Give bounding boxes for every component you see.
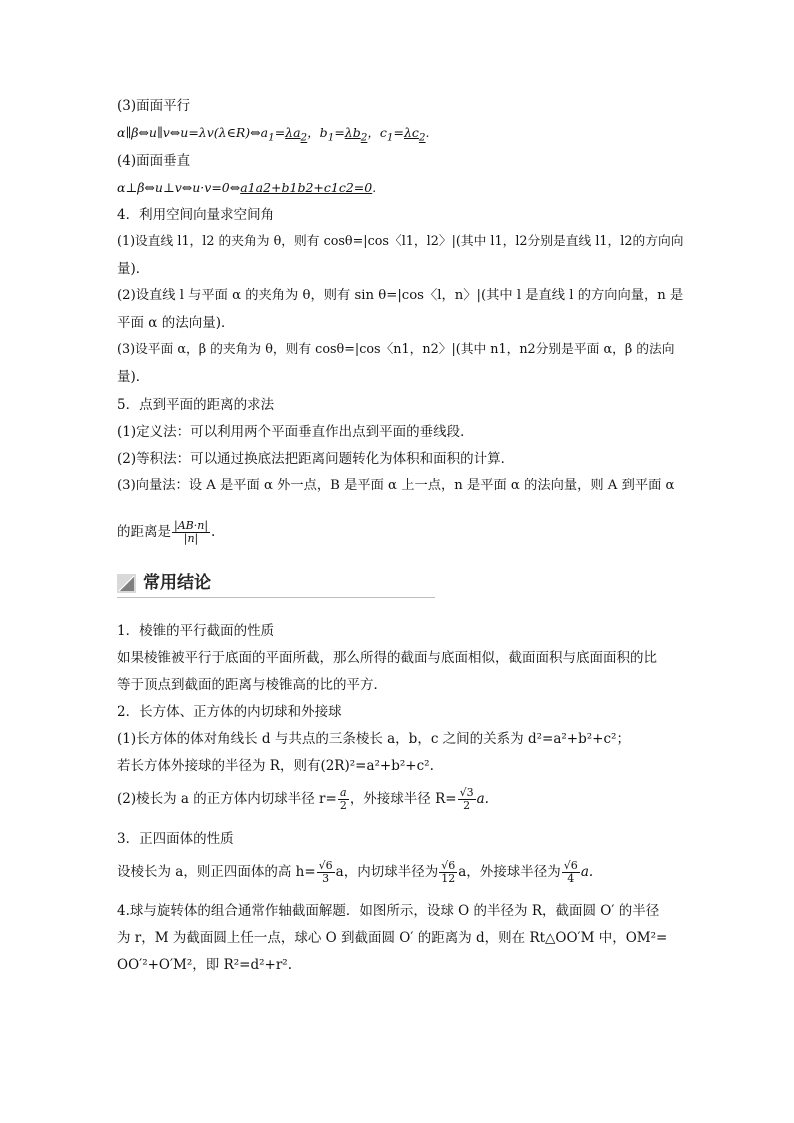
paragraph-text: 若长方体外接球的半径为 R，则有(2R)²=a²+b²+c². (117, 758, 434, 774)
heading-face-perpendicular (117, 152, 682, 170)
fraction-inradius (439, 860, 457, 885)
paragraph-text: (1)设直线 l1，l2 的夹角为 θ，则有 cosθ=|cos〈l1，l2〉|(其中 l1，l2分别是直线 l1，l2的方向向 (117, 234, 684, 249)
formula-part: ，c (367, 125, 387, 140)
fraction-numerator: a (338, 787, 349, 800)
fraction-denominator: 12 (441, 872, 456, 885)
paragraph-text: OO′²+O′M²，即 R²=d²+r². (117, 957, 292, 973)
formula-part: = (334, 125, 345, 140)
formula-answer: a1a2+b1b2+c1c2=0 (240, 180, 373, 195)
formula-part: = (393, 125, 404, 140)
distance-item1 (117, 423, 682, 441)
heading-angles (117, 206, 682, 224)
paragraph-text: a，内切球半径为 (335, 864, 439, 880)
heading-text: 3．正四面体的性质 (117, 831, 234, 847)
paragraph-text: (2)棱长为 a 的正方体内切球半径 r= (117, 791, 337, 807)
angles-item1-line2 (117, 260, 682, 278)
conclusion2-heading (117, 703, 682, 721)
angles-item1-line1 (117, 233, 682, 251)
section-title: 常用结论 (143, 573, 211, 593)
distance-fraction (172, 520, 210, 545)
conclusion2-line1 (117, 730, 682, 748)
heading-face-parallel (117, 97, 682, 115)
fraction-circumradius (562, 860, 580, 885)
fraction-numerator: √3 (459, 786, 474, 799)
paragraph-text: 量)． (117, 261, 150, 277)
paragraph-text: (1)定义法：可以利用两个平面垂直作出点到平面的垂线段． (117, 424, 474, 440)
fraction-denominator: 2 (463, 799, 471, 812)
formula-sub: 2 (418, 131, 426, 144)
fraction-denominator: 2 (339, 799, 347, 812)
distance-item2 (117, 450, 682, 468)
section-header-common-conclusions (117, 571, 435, 598)
heading-text: (3)面面平行 (117, 98, 191, 114)
formula-part: ，b (307, 125, 328, 140)
paragraph-text: a. (580, 864, 594, 880)
distance-item3-line1 (117, 477, 682, 495)
angles-item3-line2 (117, 368, 682, 386)
paragraph-text: 4.球与旋转体的组合通常作轴截面解题．如图所示，设球 O 的半径为 R，截面圆 O′ 的半径 (117, 903, 660, 919)
paragraph-text: 平面 α 的法向量)． (117, 315, 235, 331)
paragraph-text: 的距离是 (117, 524, 171, 540)
fraction-denominator: |n| (183, 532, 199, 545)
fraction-R (458, 787, 476, 812)
conclusion4-line3 (117, 956, 682, 974)
conclusion4-line1 (117, 902, 682, 920)
formula-answer: λa (285, 125, 301, 140)
heading-distance (117, 396, 682, 414)
formula-part: . (425, 125, 430, 140)
fraction-numerator: √6 (318, 859, 333, 872)
fraction-height (317, 860, 335, 885)
formula-part: = (274, 125, 286, 140)
paragraph-text: 为 r，M 为截面圆上任一点，球心 O 到截面圆 O′ 的距离为 d，则在 Rt△OO′M 中，OM²= (117, 930, 668, 946)
formula-face-perpendicular (117, 179, 682, 197)
fraction-r (338, 787, 349, 812)
paragraph-text: 等于顶点到截面的距离与棱锥高的比的平方． (117, 677, 387, 693)
paragraph-text: (3)设平面 α，β 的夹角为 θ，则有 cosθ=|cos〈n1，n2〉|(其中 n1，n2分别是平面 α，β 的法向 (117, 342, 675, 357)
conclusion3-line (117, 855, 682, 889)
angles-item2-line2 (117, 314, 682, 332)
formula-sub: 1 (386, 131, 394, 144)
paragraph-text: 如果棱锥被平行于底面的平面所截，那么所得的截面与底面相似，截面面积与底面面积的比 (117, 650, 657, 666)
paragraph-text: a. (476, 791, 489, 807)
paragraph-text: a，外接球半径为 (458, 864, 561, 880)
formula-sub: 2 (360, 131, 368, 144)
angles-item2-line1 (117, 287, 682, 305)
formula-part: α⊥β⇔u⊥v⇔u·v=0⇔ (117, 180, 241, 195)
formula-answer: λc (403, 125, 419, 140)
paragraph-text: 量)． (117, 369, 150, 385)
formula-part: . (372, 180, 377, 195)
fraction-numerator: |AB·n| (174, 519, 209, 532)
formula-face-parallel (117, 124, 682, 147)
heading-text: 2．长方体、正方体的内切球和外接球 (117, 704, 342, 720)
conclusion1-line2 (117, 676, 682, 694)
heading-text: 5．点到平面的距离的求法 (117, 397, 275, 413)
heading-text: 4．利用空间向量求空间角 (117, 207, 275, 223)
fraction-numerator: √6 (563, 859, 578, 872)
formula-answer: λb (344, 125, 361, 140)
heading-text: (4)面面垂直 (117, 153, 191, 169)
fraction-numerator: √6 (441, 859, 456, 872)
conclusion3-heading (117, 830, 682, 848)
paragraph-text: 设棱长为 a，则正四面体的高 h= (117, 864, 316, 880)
conclusion2-line2 (117, 757, 682, 775)
formula-part: α∥β⇔u∥v⇔u=λv(λ∈R)⇔a (117, 125, 269, 140)
conclusion4-line2 (117, 929, 682, 947)
heading-text: 1．棱锥的平行截面的性质 (117, 623, 275, 639)
conclusion1-line1 (117, 649, 682, 667)
conclusion2-line3 (117, 782, 682, 816)
paragraph-text: (2)设直线 l 与平面 α 的夹角为 θ，则有 sin θ=|cos〈l，n〉|(其中 l 是直线 l 的方向向量，n 是 (117, 288, 684, 303)
paragraph-text: . (211, 524, 216, 540)
fraction-denominator: 3 (322, 872, 330, 885)
formula-sub: 2 (300, 131, 308, 144)
distance-item3-line2 (117, 512, 682, 552)
conclusion1-heading (117, 622, 682, 640)
formula-sub: 1 (268, 131, 275, 144)
paragraph-text: (3)向量法：设 A 是平面 α 外一点，B 是平面 α 上一点，n 是平面 α 的法向量，则 A 到平面 α (117, 478, 675, 493)
formula-sub: 1 (327, 131, 335, 144)
angles-item3-line1 (117, 341, 682, 359)
corner-triangle-icon (117, 574, 136, 593)
fraction-denominator: 4 (567, 872, 575, 885)
paragraph-text: ，外接球半径 R= (349, 791, 457, 807)
paragraph-text: (1)长方体的体对角线长 d 与共点的三条棱长 a，b，c 之间的关系为 d²=a²+b²+c²； (117, 731, 630, 747)
paragraph-text: (2)等积法：可以通过换底法把距离问题转化为体积和面积的计算． (117, 451, 515, 467)
